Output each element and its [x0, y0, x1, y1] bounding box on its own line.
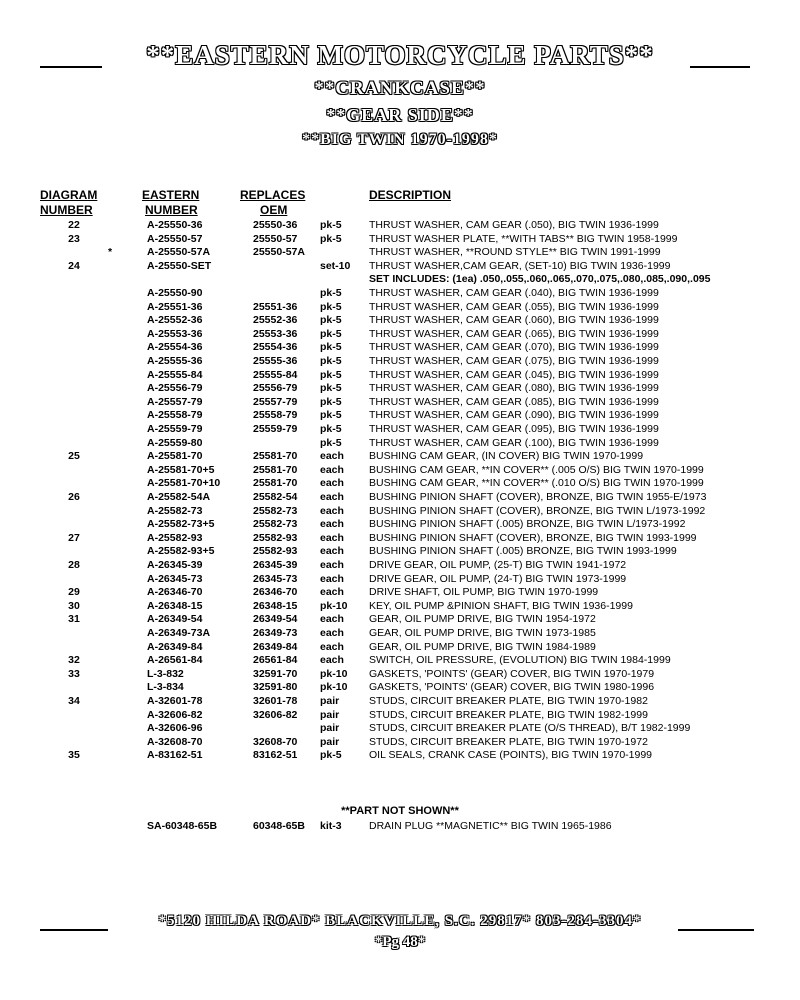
diagram-number: 28 — [68, 559, 80, 571]
quantity: pk-5 — [320, 232, 342, 245]
table-row — [0, 369, 800, 383]
oem-number: 32591-80 — [253, 681, 298, 694]
col-diagram-2: NUMBER — [40, 203, 93, 217]
quantity: pk-5 — [320, 436, 342, 449]
page-number: *Pg 48* — [374, 934, 426, 950]
quantity: pair — [320, 695, 340, 707]
oem-number: 25551-36 — [253, 300, 298, 313]
oem-number: 83162-51 — [253, 749, 298, 762]
description: SWITCH, OIL PRESSURE, (EVOLUTION) BIG TWIN 1984-1999 — [369, 654, 671, 667]
table-row — [0, 736, 800, 750]
diagram-number: 24 — [68, 259, 80, 272]
oem-number: 32591-70 — [253, 667, 298, 680]
table-row — [0, 437, 800, 451]
diagram-number: 32 — [68, 654, 80, 667]
section-title: **CRANKCASE** — [314, 78, 486, 99]
description: KEY, OIL PUMP &PINION SHAFT, BIG TWIN 1936-1999 — [369, 599, 633, 612]
oem-number: 32601-78 — [253, 695, 298, 707]
oem-number: 26349-84 — [253, 640, 298, 653]
description: STUDS, CIRCUIT BREAKER PLATE, BIG TWIN 1982-1999 — [369, 708, 648, 721]
quantity: pk-5 — [320, 314, 342, 327]
table-row — [0, 722, 800, 736]
eastern-number: A-26345-73 — [147, 572, 203, 585]
description: THRUST WASHER, CAM GEAR (.045), BIG TWIN 1936-1999 — [369, 368, 659, 381]
description: BUSHING PINION SHAFT (COVER), BRONZE, BIG TWIN L/1973-1992 — [369, 504, 706, 517]
description: THRUST WASHER, **ROUND STYLE** BIG TWIN 1991-1999 — [369, 246, 661, 259]
table-row — [0, 464, 800, 478]
quantity: pk-10 — [320, 667, 348, 680]
quantity: pk-5 — [320, 300, 342, 313]
eastern-number: A-25581-70+5 — [147, 463, 215, 476]
table-row — [0, 396, 800, 410]
oem-number: 32606-82 — [253, 708, 298, 721]
quantity: pair — [320, 735, 340, 748]
description: THRUST WASHER, CAM GEAR (.075), BIG TWIN 1936-1999 — [369, 355, 659, 367]
not-shown-eastern: SA-60348-65B — [147, 820, 218, 832]
eastern-number: A-25550-SET — [147, 259, 212, 272]
diagram-number: 26 — [68, 491, 80, 503]
quantity: pk-5 — [320, 382, 342, 395]
quantity: each — [320, 640, 344, 653]
not-shown-desc: DRAIN PLUG **MAGNETIC** BIG TWIN 1965-1986 — [369, 820, 612, 832]
eastern-number: A-26346-70 — [147, 586, 203, 599]
not-shown-qty: kit-3 — [320, 820, 342, 832]
company-title: **EASTERN MOTORCYCLE PARTS** — [146, 40, 654, 70]
eastern-number: A-25582-93 — [147, 531, 203, 544]
description: BUSHING CAM GEAR, **IN COVER** (.005 O/S) BIG TWIN 1970-1999 — [369, 463, 704, 476]
description: GEAR, OIL PUMP DRIVE, BIG TWIN 1973-1985 — [369, 627, 596, 639]
quantity: pk-5 — [320, 409, 342, 422]
eastern-number: A-32606-96 — [147, 722, 203, 735]
eastern-number: A-83162-51 — [147, 749, 203, 762]
description: THRUST WASHER, CAM GEAR (.050), BIG TWIN 1936-1999 — [369, 219, 659, 231]
description: BUSHING PINION SHAFT (COVER), BRONZE, BIG TWIN 1993-1999 — [369, 531, 697, 544]
description: GASKETS, 'POINTS' (GEAR) COVER, BIG TWIN 1980-1996 — [369, 681, 655, 694]
oem-number: 25582-93 — [253, 545, 298, 558]
eastern-number: A-32608-70 — [147, 735, 203, 748]
eastern-number: A-26349-73A — [147, 627, 211, 639]
quantity: each — [320, 463, 344, 476]
eastern-number: A-32601-78 — [147, 695, 203, 707]
description: BUSHING CAM GEAR, **IN COVER** (.010 O/S) BIG TWIN 1970-1999 — [369, 477, 704, 490]
oem-number: 25555-84 — [253, 368, 298, 381]
col-description: DESCRIPTION — [369, 188, 452, 202]
table-row — [0, 627, 800, 641]
oem-number: 25582-93 — [253, 531, 298, 544]
quantity: each — [320, 450, 344, 463]
description: DRIVE SHAFT, OIL PUMP, BIG TWIN 1970-1999 — [369, 586, 599, 599]
eastern-number: A-32606-82 — [147, 708, 203, 721]
table-row — [0, 423, 800, 437]
table-row — [0, 518, 800, 532]
eastern-number: A-25555-84 — [147, 368, 203, 381]
oem-number: 25581-70 — [253, 450, 298, 463]
table-row — [0, 328, 800, 342]
quantity: pk-5 — [320, 287, 342, 299]
eastern-number: A-25550-36 — [147, 219, 203, 231]
description: STUDS, CIRCUIT BREAKER PLATE (O/S THREAD), B/T 1982-1999 — [369, 722, 691, 735]
description: THRUST WASHER, CAM GEAR (.095), BIG TWIN 1936-1999 — [369, 423, 659, 435]
eastern-number: A-25554-36 — [147, 341, 203, 354]
diagram-number: 31 — [68, 613, 80, 626]
oem-number: 25582-73 — [253, 518, 298, 531]
table-row — [0, 287, 800, 301]
col-eastern-2: NUMBER — [145, 203, 198, 217]
table-row — [0, 681, 800, 695]
description: THRUST WASHER, CAM GEAR (.065), BIG TWIN 1936-1999 — [369, 327, 659, 340]
quantity: each — [320, 559, 344, 571]
diagram-number: 34 — [68, 695, 80, 707]
description: THRUST WASHER, CAM GEAR (.080), BIG TWIN 1936-1999 — [369, 382, 659, 395]
diagram-number: 30 — [68, 599, 80, 612]
oem-number: 25559-79 — [253, 423, 298, 435]
quantity: each — [320, 613, 344, 626]
col-eastern-1: EASTERN — [142, 188, 200, 202]
variant-marker: * — [108, 246, 113, 259]
table-row — [0, 273, 800, 287]
quantity: each — [320, 572, 344, 585]
quantity: pk-5 — [320, 423, 342, 435]
table-row — [0, 314, 800, 328]
quantity: each — [320, 477, 344, 490]
diagram-number: 33 — [68, 667, 80, 680]
footer-address: *5120 HILDA ROAD* BLACKVILLE, S.C. 29817* 803-284-3304* — [158, 913, 642, 929]
eastern-number: L-3-834 — [147, 681, 184, 694]
eastern-number: A-25553-36 — [147, 327, 203, 340]
description: BUSHING PINION SHAFT (.005) BRONZE, BIG TWIN L/1973-1992 — [369, 518, 686, 531]
description: THRUST WASHER, CAM GEAR (.090), BIG TWIN 1936-1999 — [369, 409, 659, 422]
table-row — [0, 695, 800, 709]
eastern-number: A-25557-79 — [147, 395, 203, 408]
oem-number: 25550-57 — [253, 232, 298, 245]
quantity: pk-5 — [320, 327, 342, 340]
table-row — [0, 709, 800, 723]
quantity: each — [320, 586, 344, 599]
table-row — [0, 450, 800, 464]
eastern-number: A-25550-57 — [147, 232, 203, 245]
description: THRUST WASHER, CAM GEAR (.100), BIG TWIN 1936-1999 — [369, 436, 659, 449]
quantity: each — [320, 504, 344, 517]
oem-number: 26345-39 — [253, 559, 298, 571]
description: STUDS, CIRCUIT BREAKER PLATE, BIG TWIN 1970-1982 — [369, 695, 648, 707]
table-row — [0, 491, 800, 505]
table-row — [0, 355, 800, 369]
oem-number: 25552-36 — [253, 314, 298, 327]
eastern-number: A-26348-15 — [147, 599, 203, 612]
quantity: each — [320, 545, 344, 558]
table-row — [0, 545, 800, 559]
description: THRUST WASHER,CAM GEAR, (SET-10) BIG TWIN 1936-1999 — [369, 259, 671, 272]
table-row — [0, 559, 800, 573]
oem-number: 25555-36 — [253, 355, 298, 367]
eastern-number: A-25552-36 — [147, 314, 203, 327]
oem-number: 32608-70 — [253, 735, 298, 748]
description: SET INCLUDES: (1ea) .050,.055,.060,.065,.070,.075,.080,.085,.090,.095 — [369, 273, 711, 286]
table-row — [0, 219, 800, 233]
eastern-number: A-26561-84 — [147, 654, 203, 667]
table-row — [0, 641, 800, 655]
description: THRUST WASHER, CAM GEAR (.070), BIG TWIN 1936-1999 — [369, 341, 659, 354]
table-row — [0, 301, 800, 315]
oem-number: 25556-79 — [253, 382, 298, 395]
eastern-number: A-25559-79 — [147, 423, 203, 435]
table-row — [0, 668, 800, 682]
quantity: pk-10 — [320, 599, 348, 612]
table-row — [0, 341, 800, 355]
eastern-number: A-25582-93+5 — [147, 545, 215, 558]
diagram-number: 22 — [68, 219, 80, 231]
quantity: pk-5 — [320, 219, 342, 231]
col-diagram-1: DIAGRAM — [40, 188, 98, 202]
table-row — [0, 505, 800, 519]
eastern-number: A-25556-79 — [147, 382, 203, 395]
oem-number: 25553-36 — [253, 327, 298, 340]
description: BUSHING CAM GEAR, (IN COVER) BIG TWIN 1970-1999 — [369, 450, 644, 463]
not-shown-oem: 60348-65B — [253, 820, 305, 832]
quantity: pk-5 — [320, 368, 342, 381]
table-row — [0, 654, 800, 668]
oem-number: 26349-73 — [253, 627, 298, 639]
oem-number: 25554-36 — [253, 341, 298, 354]
eastern-number: A-26349-84 — [147, 640, 203, 653]
eastern-number: A-25581-70+10 — [147, 477, 221, 490]
eastern-number: A-25558-79 — [147, 409, 203, 422]
quantity: pk-10 — [320, 681, 348, 694]
oem-number: 25550-57A — [253, 246, 305, 259]
oem-number: 25582-54 — [253, 491, 298, 503]
eastern-number: A-25582-73+5 — [147, 518, 215, 531]
description: THRUST WASHER PLATE, **WITH TABS** BIG TWIN 1958-1999 — [369, 232, 678, 245]
table-row — [0, 613, 800, 627]
subsection-title: **GEAR SIDE** — [326, 105, 474, 125]
quantity: pk-5 — [320, 749, 342, 762]
description: BUSHING PINION SHAFT (.005) BRONZE, BIG TWIN 1993-1999 — [369, 545, 677, 558]
oem-number: 25581-70 — [253, 463, 298, 476]
description: STUDS, CIRCUIT BREAKER PLATE, BIG TWIN 1970-1972 — [369, 735, 648, 748]
diagram-number: 25 — [68, 450, 80, 463]
table-row — [0, 409, 800, 423]
diagram-number: 29 — [68, 586, 80, 599]
oem-number: 26346-70 — [253, 586, 298, 599]
description: GASKETS, 'POINTS' (GEAR) COVER, BIG TWIN 1970-1979 — [369, 667, 655, 680]
eastern-number: A-25559-80 — [147, 436, 203, 449]
oem-number: 26561-84 — [253, 654, 298, 667]
description: DRIVE GEAR, OIL PUMP, (25-T) BIG TWIN 1941-1972 — [369, 559, 627, 571]
description: BUSHING PINION SHAFT (COVER), BRONZE, BIG TWIN 1955-E/1973 — [369, 491, 707, 503]
description: OIL SEALS, CRANK CASE (POINTS), BIG TWIN 1970-1999 — [369, 749, 653, 762]
table-row — [0, 532, 800, 546]
eastern-number: A-25551-36 — [147, 300, 203, 313]
table-row — [0, 246, 800, 260]
oem-number: 25582-73 — [253, 504, 298, 517]
quantity: each — [320, 627, 344, 639]
quantity: each — [320, 518, 344, 531]
description: THRUST WASHER, CAM GEAR (.060), BIG TWIN 1936-1999 — [369, 314, 659, 327]
table-row — [0, 382, 800, 396]
diagram-number: 23 — [68, 232, 80, 245]
oem-number: 26345-73 — [253, 572, 298, 585]
table-row — [0, 749, 800, 763]
table-row — [0, 600, 800, 614]
quantity: pk-5 — [320, 341, 342, 354]
quantity: each — [320, 491, 344, 503]
table-row — [0, 573, 800, 587]
table-row — [0, 260, 800, 274]
diagram-number: 27 — [68, 531, 80, 544]
eastern-number: A-25550-90 — [147, 287, 203, 299]
table-row — [0, 586, 800, 600]
eastern-number: A-26349-54 — [147, 613, 203, 626]
oem-number: 25558-79 — [253, 409, 298, 422]
table-row — [0, 477, 800, 491]
model-title: **BIG TWIN 1970-1998* — [302, 131, 498, 148]
col-replaces-2: OEM — [260, 203, 288, 217]
oem-number: 25557-79 — [253, 395, 298, 408]
eastern-number: A-25582-73 — [147, 504, 203, 517]
quantity: pair — [320, 722, 340, 735]
description: THRUST WASHER, CAM GEAR (.040), BIG TWIN 1936-1999 — [369, 287, 659, 299]
quantity: each — [320, 531, 344, 544]
description: THRUST WASHER, CAM GEAR (.085), BIG TWIN 1936-1999 — [369, 395, 659, 408]
eastern-number: A-25550-57A — [147, 246, 211, 259]
eastern-number: A-26345-39 — [147, 559, 203, 571]
oem-number: 26349-54 — [253, 613, 298, 626]
eastern-number: L-3-832 — [147, 667, 184, 680]
description: GEAR, OIL PUMP DRIVE, BIG TWIN 1984-1989 — [369, 640, 596, 653]
description: DRIVE GEAR, OIL PUMP, (24-T) BIG TWIN 1973-1999 — [369, 572, 627, 585]
oem-number: 25550-36 — [253, 219, 298, 231]
eastern-number: A-25582-54A — [147, 491, 211, 503]
quantity: pk-5 — [320, 395, 342, 408]
col-replaces-1: REPLACES — [240, 188, 306, 202]
quantity: set-10 — [320, 259, 351, 272]
quantity: each — [320, 654, 344, 667]
diagram-number: 35 — [68, 749, 80, 762]
eastern-number: A-25555-36 — [147, 355, 203, 367]
oem-number: 26348-15 — [253, 599, 298, 612]
quantity: pk-5 — [320, 355, 342, 367]
eastern-number: A-25581-70 — [147, 450, 203, 463]
not-shown-heading: **PART NOT SHOWN** — [341, 805, 459, 817]
table-row — [0, 233, 800, 247]
quantity: pair — [320, 708, 340, 721]
description: GEAR, OIL PUMP DRIVE, BIG TWIN 1954-1972 — [369, 613, 596, 626]
oem-number: 25581-70 — [253, 477, 298, 490]
description: THRUST WASHER, CAM GEAR (.055), BIG TWIN 1936-1999 — [369, 300, 659, 313]
